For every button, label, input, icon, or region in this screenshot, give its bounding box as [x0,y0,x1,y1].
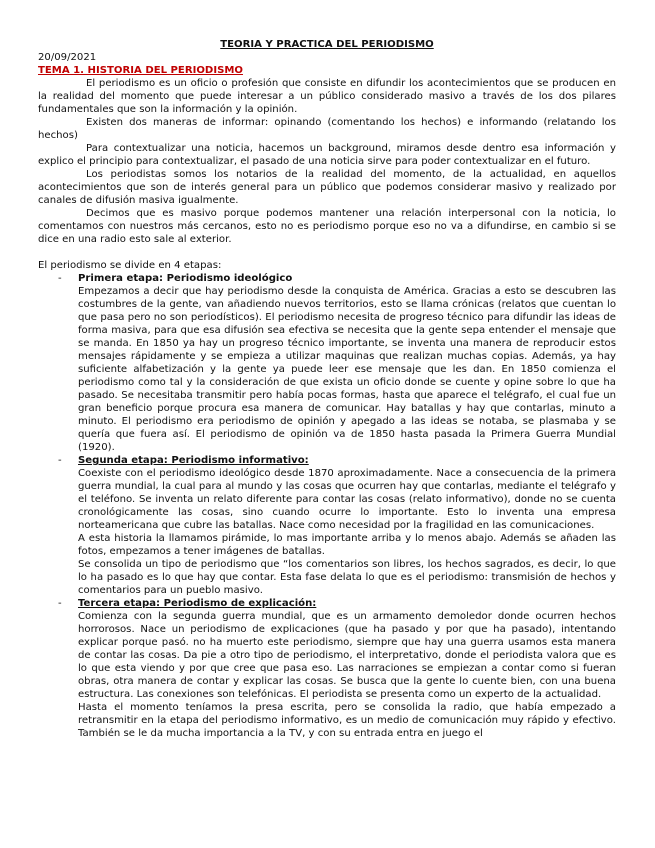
stage-item [38,272,616,454]
stage-title: Tercera etapa: Periodismo de explicación: [78,598,317,609]
stage-title: Segunda etapa: Periodismo informativo: [78,455,309,466]
intro-paragraph: Decimos que es masivo porque podemos mantener una relación interpersonal con la noticia, lo comentamos con nuestros más cercanos, esto no es periodismo porque eso no va a difundirse, en cambio si se dice en una radio esto sale al exterior. [38,208,616,245]
stage-item [38,454,616,597]
document-title: TEORIA Y PRACTICA DEL PERIODISMO [220,39,434,50]
stage-title: Primera etapa: Periodismo ideológico [78,273,293,284]
stage-body [78,272,616,454]
document-date: 20/09/2021 [38,52,97,63]
stage-paragraph: Se consolida un tipo de periodismo que “los comentarios son libres, los hechos sagrados, es decir, lo que lo ha pasado es lo que hay que contar. Esta fase delata lo que es el periodismo: transmisión de hechos y comentarios para un pueblo masivo. [78,559,616,596]
document-page [38,38,616,740]
section-heading: TEMA 1. HISTORIA DEL PERIODISMO [38,65,243,76]
bullet-dash: - [58,598,62,609]
stage-paragraph: A esta historia la llamamos pirámide, lo mas importante arriba y lo menos abajo. Además se añaden las fotos, empezamos a tener imágenes de batallas. [78,533,616,557]
stages-intro: El periodismo se divide en 4 etapas: [38,260,222,271]
stage-item [38,597,616,740]
intro-paragraph: Para contextualizar una noticia, hacemos un background, miramos desde dentro esa información y explico el principio para contextualizar, el pasado de una noticia sirve para poder contextualizar en el futuro. [38,143,616,167]
bullet-dash: - [58,273,62,284]
spacer [38,246,616,259]
stage-paragraph: Comienza con la segunda guerra mundial, que es un armamento demoledor donde ocurren hechos horrorosos. Nace un periodismo de explicaciones (que ha pasado y por que ha pasado), intentando explicar porque pasó. no ha muerto este periodismo, siempre que hay una guerra usamos esta manera de contar las cosas. Da pie a otro tipo de periodismo, el interpretativo, donde el periodista valora que es lo que esta viendo y por que cree que pasa eso. Las narraciones se empiezan a contar como si fueran obras, otra manera de contar y explicar las cosas. Se busca que la gente lo cuente bien, con una buena estructura. Las conexiones son telefónicas. El periodista se presenta como un experto de la actualidad. [78,611,616,700]
bullet-dash: - [58,455,62,466]
intro-paragraph: Los periodistas somos los notarios de la realidad del momento, de la actualidad, en aquellos acontecimientos que son de interés general para un público que podemos considerar masivo y realizado por canales de difusión masiva igualmente. [38,169,616,206]
intro-paragraph: Existen dos maneras de informar: opinando (comentando los hechos) e informando (relatando los hechos) [38,117,616,141]
stage-body [78,597,616,740]
intro-paragraph: El periodismo es un oficio o profesión que consiste en difundir los acontecimientos que se producen en la realidad del momento que puede interesar a un público considerado masivo a través de los dos pilares fundamentales que son la información y la opinión. [38,78,616,115]
stage-paragraph: Hasta el momento teníamos la presa escrita, pero se consolida la radio, que había empezado a retransmitir en la etapa del periodismo informativo, es un medio de comunicación muy rápido y efectivo. También se le da mucha importancia a la TV, y con su entrada entra en juego el [78,702,616,739]
stage-body [78,454,616,597]
stage-paragraph: Empezamos a decir que hay periodismo desde la conquista de América. Gracias a esto se descubren las costumbres de la gente, van añadiendo nuevos territorios, esto se llama crónicas (relatos que cuentan lo que pasa pero no son periodísticos). El periodismo necesita de progreso técnico para difundir las ideas de forma masiva, para que esa difusión sea efectiva se necesita que la gente sepa entender el mensaje que se manda. En 1850 ya hay un progreso técnico importante, se inventa una manera de reproducir estos mensajes rápidamente y se empieza a utilizar maquinas que realizan muchas copias. Además, ya hay suficiente alfabetización y la gente ya puede leer ese mensaje que les dan. En 1850 comienza el periodismo como tal y la consideración de que exista un oficio donde se cuente y opine sobre lo que ha pasado. Se necesitaba transmitir pero había pocas formas, hasta que aparece el telégrafo, el cual fue un gran beneficio porque procura esa manera de comunicar. Hay batallas y hay que contarlas, minuto a minuto. El periodismo era periodismo de opinión y apegado a las ideas se notaba, se plasmaba y se quería que fuera así. El periodismo de opinión va de 1850 hasta pasada la Primera Guerra Mundial (1920). [78,286,616,453]
stage-paragraph: Coexiste con el periodismo ideológico desde 1870 aproximadamente. Nace a consecuencia de la primera guerra mundial, la cual para al mundo y las cosas que ocurren hay que contarlas, mediante el telégrafo y el teléfono. Se inventa un relato diferente para contar las cosas (relato informativo), donde no se cuenta cronológicamente las cosas, sino cuando ocurre lo importante. Esto lo inventa una empresa norteamericana que cubre las batallas. Nace como necesidad por la fragilidad en las comunicaciones. [78,468,616,531]
